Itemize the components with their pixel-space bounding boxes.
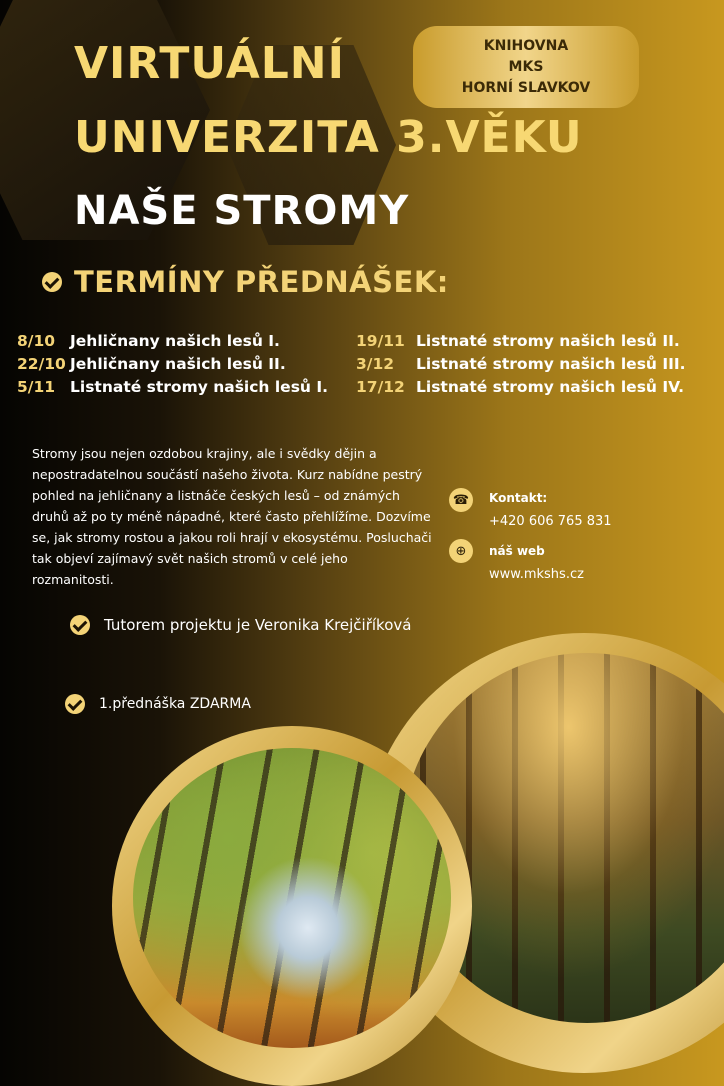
phone-icon: ☎	[449, 488, 473, 512]
forest-photo-autumn	[133, 748, 451, 1048]
schedule-date: 5/11	[17, 377, 56, 396]
schedule-topic: Listnaté stromy našich lesů II.	[416, 331, 680, 350]
schedule-item	[17, 352, 328, 375]
globe-icon: ⊕	[449, 539, 473, 563]
tutor-note	[70, 615, 411, 635]
title-line-1: VIRTUÁLNÍ	[74, 38, 346, 89]
library-badge	[413, 26, 639, 108]
contact-phone[interactable]: +420 606 765 831	[489, 514, 612, 529]
schedule-item	[17, 375, 328, 398]
title-line-2: UNIVERZITA 3.VĚKU	[74, 112, 583, 163]
schedule-topic: Listnaté stromy našich lesů III.	[416, 354, 686, 373]
free-lecture-text: 1.přednáška ZDARMA	[99, 696, 251, 712]
schedule-item	[356, 375, 686, 398]
badge-check-icon	[42, 272, 62, 292]
schedule-topic: Jehličnany našich lesů I.	[70, 331, 280, 350]
schedule-left-column	[17, 329, 328, 398]
tutor-text: Tutorem projektu je Veronika Krejčiříková	[104, 616, 412, 634]
library-badge-text: KNIHOVNA MKS HORNÍ SLAVKOV	[461, 37, 591, 96]
schedule-date: 8/10	[17, 331, 56, 350]
schedule-topic: Jehličnany našich lesů II.	[70, 354, 286, 373]
schedule-topic: Listnaté stromy našich lesů IV.	[416, 377, 685, 396]
course-description: Stromy jsou nejen ozdobou krajiny, ale i svědky dějin a nepostradatelnou součástí našeho života. Kurz nabídne pestrý pohled na jehličnany a listnáče českých lesů – od známých druhů až po ty méně nápadné, které často přehlížíme. Dozvíme se, jak stromy rostou a jakou roli hrají v ekosystému. Posluchači tak objeví zajímavý svět našich stromů v celé jeho rozmanitosti.	[32, 446, 432, 587]
schedule-heading-label: TERMÍNY PŘEDNÁŠEK:	[74, 265, 449, 299]
schedule-heading	[42, 265, 449, 299]
web-label: náš web	[489, 544, 545, 558]
badge-check-icon	[65, 694, 85, 714]
schedule-right-column	[356, 329, 686, 398]
schedule-item	[17, 329, 328, 352]
schedule-date: 3/12	[356, 354, 395, 373]
schedule-date: 19/11	[356, 331, 405, 350]
schedule-item	[356, 329, 686, 352]
schedule-date: 17/12	[356, 377, 405, 396]
web-link[interactable]: www.mkshs.cz	[489, 567, 584, 582]
free-lecture-note	[65, 694, 251, 714]
schedule-item	[356, 352, 686, 375]
badge-check-icon	[70, 615, 90, 635]
schedule-topic: Listnaté stromy našich lesů I.	[70, 377, 329, 396]
subtitle: NAŠE STROMY	[74, 188, 410, 234]
contact-label: Kontakt:	[489, 491, 548, 505]
schedule-date: 22/10	[17, 354, 66, 373]
